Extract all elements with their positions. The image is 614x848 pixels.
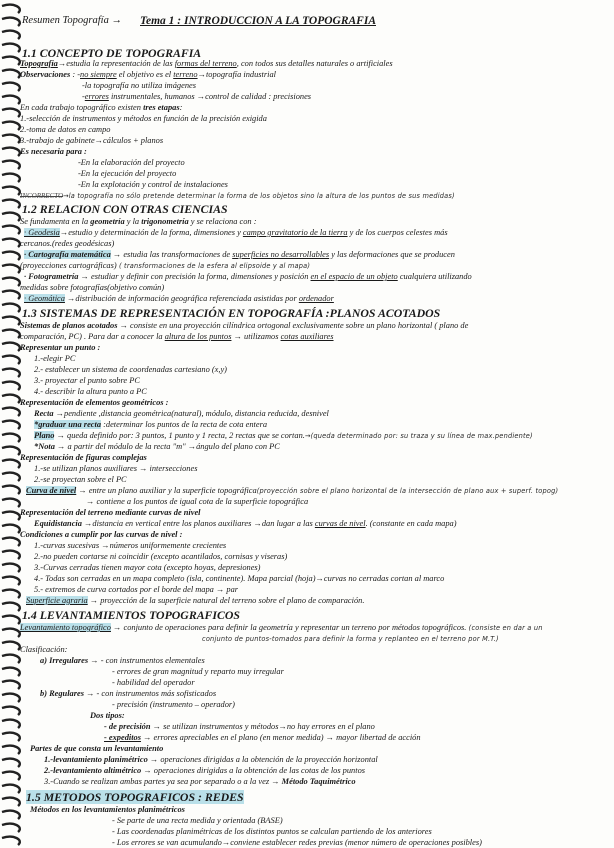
s3-line-3: Representar un punto : bbox=[20, 343, 101, 352]
spiral-loop bbox=[2, 291, 20, 299]
s3-line-16: Curva de nivel → entre un plano auxiliar y la superficie topográfica(proyección sobre el plano horizontal de la intersección de plano aux + superf. topog) bbox=[26, 486, 559, 495]
s3-line-21: 1.-curvas sucesivas →números uniformemente crecientes bbox=[34, 541, 227, 550]
s5-line-4: - Los errores se van acumulando→conviene establecer redes previas (menor número de operaciones posibles) bbox=[112, 838, 482, 847]
s1-line-12: -En la explotación y control de instalaciones bbox=[78, 180, 228, 189]
section-heading-1-2: 1.2 RELACION CON OTRAS CIENCIAS bbox=[22, 202, 228, 216]
s5-line-1: Métodos en los levantamientos planimétricos bbox=[30, 805, 185, 814]
s3-line-17: → contiene a los puntos de igual cota de la superficie topográfica bbox=[86, 497, 309, 506]
s3-line-19: Equidistancia →distancia en vertical entre los planos auxiliares →dan lugar a las curvas de nivel. (constante en cada mapa) bbox=[34, 519, 457, 528]
s3-line-14: 1.-se utilizan planos auxiliares → intersecciones bbox=[34, 464, 198, 473]
section-heading-1-3: 1.3 SISTEMAS DE REPRESENTACIÓN EN TOPOGRAFÍA :PLANOS ACOTADOS bbox=[22, 306, 441, 320]
spiral-loop bbox=[2, 369, 20, 377]
spiral-loop bbox=[2, 447, 20, 455]
spiral-loop bbox=[2, 538, 20, 546]
s3-line-25: 5.- extremos de curva cortados por el borde del mapa → par bbox=[34, 585, 239, 594]
s3-line-5: 2.- establecer un sistema de coordenadas cartesiano (x,y) bbox=[34, 365, 227, 374]
spiral-loop bbox=[2, 421, 20, 429]
spiral-loop bbox=[2, 265, 20, 273]
s3-line-1: Sistemas de planos acotados → consiste en una proyección cilíndrica ortogonal exclusivamente sobre un plano horizontal ( plano de bbox=[20, 321, 469, 330]
spiral-loop bbox=[2, 824, 20, 832]
page-title-text: Tema 1 : INTRODUCCION A LA TOPOGRAFIA bbox=[140, 15, 376, 27]
s1-line-6: 1.-selección de instrumentos y métodos en función de la precisión exigida bbox=[20, 114, 267, 123]
s3-line-9: Recta →pendiente ,distancia geométrica(natural), módulo, distancia reducida, desnivel bbox=[34, 409, 329, 418]
spiral-loop bbox=[2, 135, 20, 143]
spiral-loop bbox=[2, 603, 20, 611]
s1-line-9: Es necesaria para : bbox=[20, 147, 87, 156]
spiral-loop bbox=[2, 551, 20, 559]
s3-line-13: Representación de figuras complejas bbox=[20, 453, 147, 462]
s4-line-5: - errores de gran magnitud y reparto muy irregular bbox=[112, 667, 284, 676]
s4-line-6: - habilidad del operador bbox=[112, 678, 195, 687]
spiral-loop bbox=[2, 70, 20, 78]
s2-line-3: cercanos.(redes geodésicas) bbox=[20, 239, 115, 248]
s1-line-5: En cada trabajo topográfico existen tres etapas: bbox=[20, 103, 183, 112]
spiral-loop bbox=[2, 200, 20, 208]
spiral-loop bbox=[2, 759, 20, 767]
s2-line-1: Se fundamenta en la geometría y la trigonometría y se relaciona con : bbox=[20, 217, 257, 226]
spiral-loop bbox=[2, 707, 20, 715]
spiral-loop bbox=[2, 499, 20, 507]
spiral-loop bbox=[2, 330, 20, 338]
s2-line-6: · Fotogrametría → estudiar y definir con precisión la forma, dimensiones y posición en el espacio de un objeto cualquiera utilizando bbox=[24, 272, 472, 281]
spiral-loop bbox=[2, 486, 20, 494]
s2-line-5: (proyecciones cartográficas) ( transformaciones de la esfera al elipsoide y al mapa) bbox=[20, 261, 311, 270]
spiral-loop bbox=[2, 161, 20, 169]
s1-line-8: 3.-trabajo de gabinete→cálculos + planos bbox=[20, 136, 164, 145]
spiral-loop bbox=[2, 5, 20, 13]
spiral-loop bbox=[2, 343, 20, 351]
s1-line-3: -la topografía no utiliza imágenes bbox=[82, 81, 196, 90]
s4-line-1: Levantamiento topográfico → conjunto de operaciones para definir la geometría y representar un terreno por métodos topográficos. (consiste en dar a un bbox=[20, 623, 543, 632]
s2-line-7: medidas sobre fotografías(objetivo común) bbox=[20, 283, 165, 292]
spiral-loop bbox=[2, 408, 20, 416]
spiral-loop bbox=[2, 83, 20, 91]
spiral-loop bbox=[2, 616, 20, 624]
spiral-loop bbox=[2, 746, 20, 754]
s1-line-13: INCORRECTO→la topografía no sólo pretende determinar la forma de los objetos sino la altura de los puntos de sus medidas) bbox=[20, 192, 455, 200]
s4-line-13: 1.-levantamiento planimétrico → operaciones dirigidas a la obtención de la proyección horizontal bbox=[44, 755, 378, 764]
spiral-loop bbox=[2, 252, 20, 260]
s3-line-24: 4.- Todas son cerradas en un mapa completo (isla, continente). Mapa parcial (hoja)→curvas no cerradas cortan al marco bbox=[34, 574, 445, 583]
spiral-loop bbox=[2, 122, 20, 130]
s4-line-3: Clasificación: bbox=[20, 645, 68, 654]
header-left bbox=[22, 16, 122, 26]
spiral-loop bbox=[2, 109, 20, 117]
spiral-loop bbox=[2, 590, 20, 598]
spiral-loop bbox=[2, 44, 20, 52]
spiral-loop bbox=[2, 57, 20, 65]
s4-line-8: - precisión (instrumento – operador) bbox=[112, 700, 235, 709]
spiral-loop bbox=[2, 512, 20, 520]
spiral-loop bbox=[2, 525, 20, 533]
s3-line-26: Superficie agraria → proyección de la superficie natural del terreno sobre el plano de comparación. bbox=[26, 596, 365, 605]
s1-line-10: -En la elaboración del proyecto bbox=[78, 158, 185, 167]
section-heading-1-5: 1.5 METODOS TOPOGRAFICOS : REDES bbox=[26, 790, 244, 804]
s2-line-4: · Cartografía matemática → estudia las transformaciones de superficies no desarrollables y las deformaciones que se producen bbox=[24, 250, 455, 259]
spiral-loop bbox=[2, 317, 20, 325]
s3-line-8: Representación de elementos geométricos : bbox=[20, 398, 169, 407]
s3-line-4: 1.-elegir PC bbox=[34, 354, 76, 363]
s1-line-1: Topografia→estudia la representación de las formas del terreno, con todos sus detalles naturales o artificiales bbox=[20, 59, 393, 68]
s3-line-2: comparación, PC) . Para dar a conocer la altura de los puntos → utilizamos cotas auxiliares bbox=[20, 332, 334, 341]
spiral-loop bbox=[2, 655, 20, 663]
spiral-loop bbox=[2, 304, 20, 312]
s3-line-6: 3.- proyectar el punto sobre PC bbox=[34, 376, 140, 385]
spiral-loop bbox=[2, 96, 20, 104]
s2-line-2: · Geodesia→estudio y determinación de la forma, dimensiones y campo gravitatorio de la tierra y de los cuerpos celestes más bbox=[24, 228, 448, 237]
s3-line-12: *Nota → a partir del módulo de la recta "m" →ángulo del plano con PC bbox=[34, 442, 280, 451]
s1-line-2: Observaciones : -no siempre el objetivo es el terreno→topografía industrial bbox=[20, 70, 276, 79]
spiral-loop bbox=[2, 577, 20, 585]
s4-line-14: 2.-levantamiento altimétrico → operaciones dirigidas a la obtención de las cotas de los puntos bbox=[44, 766, 366, 775]
s1-line-7: 2.-toma de datos en campo bbox=[20, 125, 111, 134]
spiral-loop bbox=[2, 18, 20, 26]
spiral-loop bbox=[2, 694, 20, 702]
spiral-loop bbox=[2, 460, 20, 468]
spiral-loop bbox=[2, 395, 20, 403]
spiral-loop bbox=[2, 642, 20, 650]
spiral-loop bbox=[2, 382, 20, 390]
spiral-loop bbox=[2, 174, 20, 182]
spiral-loop bbox=[2, 720, 20, 728]
s3-line-11: Plano → queda definido por: 3 puntos, 1 punto y 1 recta, 2 rectas que se cortan.→(queda determinado por: su traza y su línea de max.pendiente) bbox=[34, 431, 533, 440]
s3-line-22: 2.-no pueden cortarse ni coincidir (excepto acantilados, cornisas y viseras) bbox=[34, 552, 288, 561]
spiral-loop bbox=[2, 278, 20, 286]
spiral-loop bbox=[2, 629, 20, 637]
spiral-loop bbox=[2, 837, 20, 845]
spiral-loop bbox=[2, 187, 20, 195]
s4-line-15: 3.-Cuando se realizan ambas partes ya sea por separado o a la vez → Método Taquimétrico bbox=[44, 777, 356, 786]
spiral-loop bbox=[2, 31, 20, 39]
spiral-loop bbox=[2, 811, 20, 819]
spiral-loop bbox=[2, 226, 20, 234]
s5-line-3: - Las coordenadas planimétricas de los distintos puntos se calculan partiendo de los anteriores bbox=[112, 827, 432, 836]
header-left-text: Resumen Topografía → bbox=[22, 15, 122, 26]
s3-line-20: Condiciones a cumplir por las curvas de nivel : bbox=[20, 530, 183, 539]
section-heading-1-1: 1.1 CONCEPTO DE TOPOGRAFIA bbox=[22, 46, 202, 60]
spiral-loop bbox=[2, 733, 20, 741]
spiral-loop bbox=[2, 681, 20, 689]
spiral-loop bbox=[2, 798, 20, 806]
spiral-loop bbox=[2, 473, 20, 481]
s4-line-10: - de precisión → se utilizan instrumentos y métodos→no hay errores en el plano bbox=[104, 722, 375, 731]
s4-line-7: b) Regulares → - con instrumentos más sofisticados bbox=[40, 689, 217, 698]
s4-line-2: conjunto de puntos-tomados para definir la forma y replanteo en el terreno por M.T.) bbox=[202, 635, 499, 643]
spiral-loop bbox=[2, 434, 20, 442]
s4-line-9: Dos tipos: bbox=[90, 711, 125, 720]
spiral-loop bbox=[2, 785, 20, 793]
s3-line-10: *graduar una recta :determinar los puntos de la recta de cota entera bbox=[34, 420, 268, 429]
s1-line-11: -En la ejecución del proyecto bbox=[78, 169, 177, 178]
s3-line-23: 3.-Curvas cerradas tienen mayor cota (excepto hoyas, depresiones) bbox=[34, 563, 261, 572]
s1-line-4: -errores instrumentales, humanos →control de calidad : precisiones bbox=[82, 92, 312, 101]
section-heading-1-4: 1.4 LEVANTAMIENTOS TOPOGRAFICOS bbox=[22, 608, 240, 622]
s4-line-12: Partes de que consta un levantamiento bbox=[30, 744, 164, 753]
spiral-loop bbox=[2, 239, 20, 247]
s3-line-18: Representación del terreno mediante curvas de nivel bbox=[20, 508, 201, 517]
page-title bbox=[140, 16, 376, 26]
s3-line-7: 4.- describir la altura punto a PC bbox=[34, 387, 147, 396]
spiral-loop bbox=[2, 668, 20, 676]
spiral-loop bbox=[2, 213, 20, 221]
s5-line-2: - Se parte de una recta medida y orientada (BASE) bbox=[112, 816, 283, 825]
s4-line-4: a) Irregulares → - con instrumentos elementales bbox=[40, 656, 205, 665]
s3-line-15: 2.-se proyectan sobre el PC bbox=[34, 475, 127, 484]
s2-line-8: · Geomática →distribución de información geográfica referenciada asistidas por ordenador bbox=[24, 294, 334, 303]
spiral-loop bbox=[2, 356, 20, 364]
spiral-loop bbox=[2, 148, 20, 156]
spiral-loop bbox=[2, 564, 20, 572]
s4-line-11: - expeditos → errores apreciables en el plano (en menor medida) → mayor libertad de acción bbox=[104, 733, 421, 742]
spiral-loop bbox=[2, 772, 20, 780]
